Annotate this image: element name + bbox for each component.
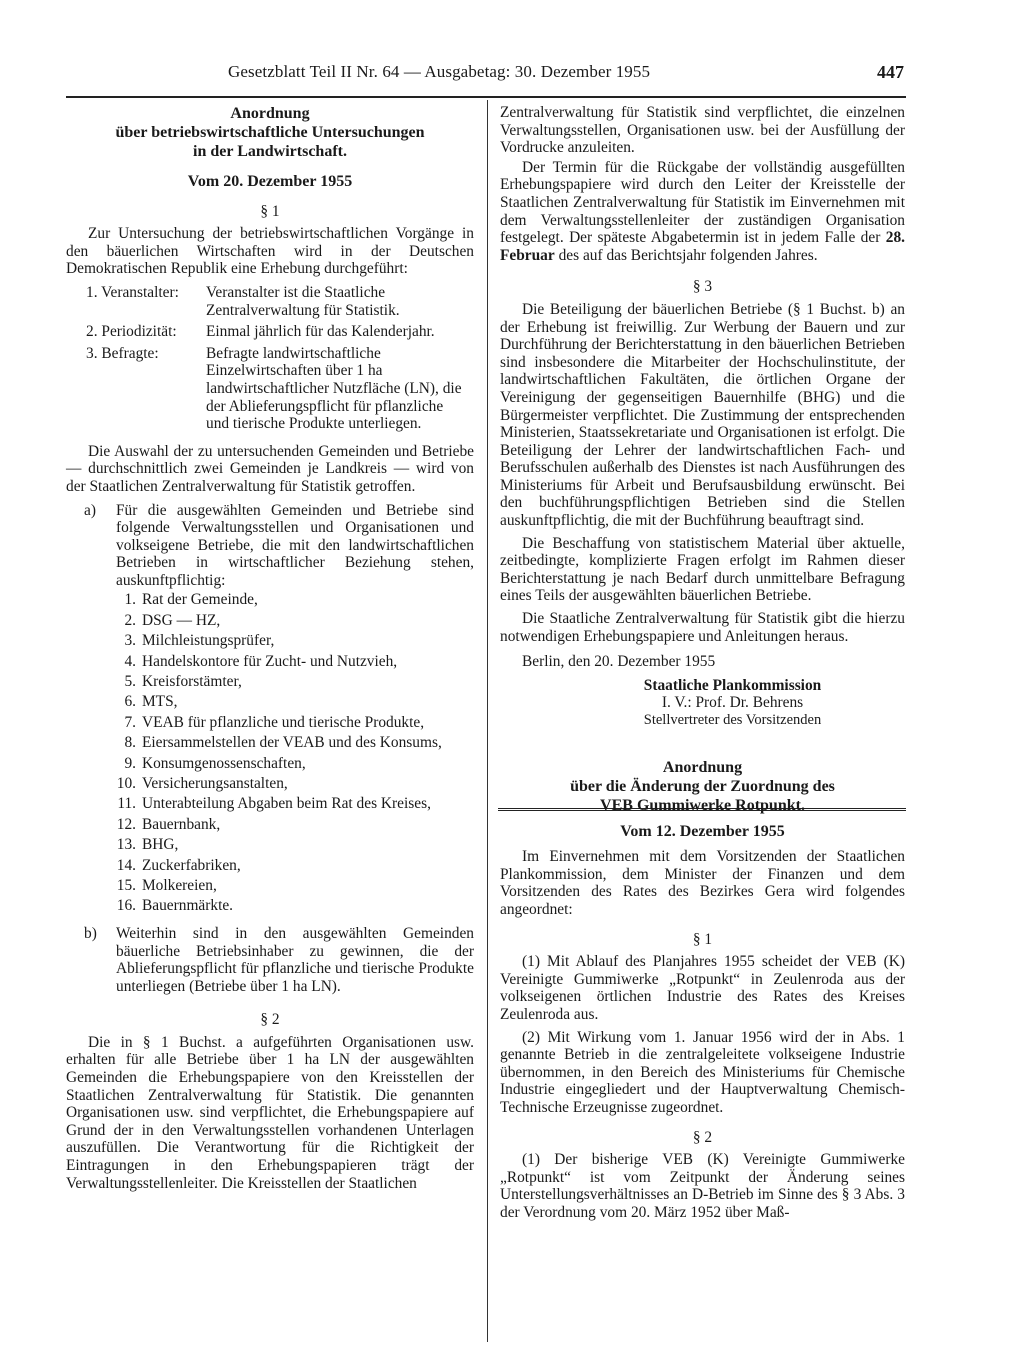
definition-term: 1. Veranstalter: <box>86 283 179 301</box>
title-line: Anordnung <box>230 105 310 122</box>
deadline-date: 28. Februar <box>500 229 905 264</box>
list-item: 2. DSG — HZ, <box>124 611 221 629</box>
ordinance-title <box>66 104 474 161</box>
signature-organization: Staatliche Plankommission <box>643 676 822 694</box>
section-heading: § 1 <box>692 930 713 948</box>
title-line: VEB Gummiwerke Rotpunkt. <box>600 796 805 814</box>
item-text: Weiterhin sind in den ausgewählten Gemeinden bäuerliche Betriebsinhaber zu gewinnen, die der Ablieferungspflicht für pflanzliche und tierische Produkte unterliegen (Betriebe über 1 ha LN). <box>116 924 474 995</box>
list-item: 10. Versicherungsanstalten, <box>116 774 288 792</box>
definition-term: 3. Befragte: <box>86 344 159 362</box>
definition-text: Befragte landwirtschaftliche Einzelwirtschaften über 1 ha landwirtschaftlicher Nutzfläche (LN), die der Ablieferungspflicht für pflanzliche und tierische Produkte unterliegen. <box>206 344 462 433</box>
paragraph: Die Auswahl der zu untersuchenden Gemeinden und Betriebe — durchschnittlich zwei Gemeinden je Landkreis — wird von der Staatlichen Zentralverwaltung für Statistik getroffen. <box>66 442 474 495</box>
signature-name: I. V.: Prof. Dr. Behrens <box>661 694 804 712</box>
section-heading: § 3 <box>692 278 713 296</box>
list-item: 15. Molkereien, <box>116 876 217 894</box>
list-item: 16. Bauernmärkte. <box>116 897 234 915</box>
ordinance-date: Vom 20. Dezember 1955 <box>187 173 353 190</box>
list-item: 14. Zuckerfabriken, <box>116 856 241 874</box>
paragraph: (1) Mit Ablauf des Planjahres 1955 scheidet der VEB (K) Vereinigte Gummiwerke „Rotpunkt“ in Zeulenroda aus der volkseigenen örtlichen Industrie des Rates des Kreises Zeulenroda aus. <box>500 953 905 1023</box>
item-b <box>66 925 474 995</box>
paragraph: (2) Mit Wirkung vom 1. Januar 1956 wird der in Abs. 1 genannte Betrieb in die zentralgeleitete volkseigene Industrie übernommen, in den Bereich des Ministeriums für Chemische Industrie eingegliedert und der Hauptverwaltung Chemisch-Technische Erzeugnisse zugeordnet. <box>500 1028 905 1116</box>
section-heading: § 2 <box>692 1128 713 1146</box>
right-column <box>500 104 905 1221</box>
list-item: 5. Kreisforstämter, <box>124 673 242 691</box>
header-rule <box>66 96 906 98</box>
title-line: über betriebswirtschaftliche Untersuchungen <box>115 124 425 141</box>
definition-text: Veranstalter ist die Staatliche Zentralverwaltung für Statistik. <box>206 283 400 319</box>
list-item: 9. Konsumgenossenschaften, <box>124 754 306 772</box>
paragraph: Der Termin für die Rückgabe der vollständig ausgefüllten Erhebungspapiere wird durch den Leiter der Kreisstelle der Staatlichen Zentralverwaltung für Statistik im Einvernehmen mit dem Verwaltungsstellenleiter der zuständigen Organisation festgelegt. Der späteste Abgabetermin ist in jedem Falle der 28. Februar des auf das Berichtsjahr folgenden Jahres. <box>500 158 905 264</box>
column-divider <box>487 100 488 1342</box>
item-label: b) <box>84 924 97 942</box>
paragraph: Die Staatliche Zentralverwaltung für Statistik gibt die hierzu notwendigen Erhebungspapiere und Anleitungen heraus. <box>500 610 905 645</box>
paragraph: Die Beteiligung der bäuerlichen Betriebe (§ 1 Buchst. b) an der Erhebung ist freiwillig. Zur Werbung der Bauern und zur Durchführung der Berichterstattung in den bäuerlichen Betrieben sind insbesondere die Mitarbeiter der Hochschulinstitute, der landwirtschaftlichen Fakultäten, die örtlichen Organe der Vereinigung der gegenseitigen Bauernhilfe (BHG) und die Bürgermeister verpflichtet. Die Zustimmung der entsprechenden Ministerien, Staatssekretariate und Organisationen ist erfolgt. Die Beteiligung der Lehrer der landwirtschaftlichen Fach- und Berufsschulen außerhalb des Dienstes ist nach Ausführungen des Ministeriums für Arbeit und Berufsausbildung erwünscht. Bei den buchführungspflichtigen Betrieben sind die Stellen auskunftpflichtig, die mit der Buchführung beauftragt sind. <box>500 300 905 530</box>
item-text: Für die ausgewählten Gemeinden und Betriebe sind folgende Verwaltungsstellen und Organisationen und volkseigene Betriebe, die mit den landwirtschaftlichen Betrieben in wirtschaftlicher Beziehung stehen, auskunftpflichtig: <box>116 501 474 589</box>
left-column <box>66 104 474 1192</box>
list-item: 11. Unterabteilung Abgaben beim Rat des Kreises, <box>117 795 431 813</box>
definition-text: Einmal jährlich für das Kalenderjahr. <box>206 323 435 341</box>
title-line: in der Landwirtschaft. <box>193 143 347 160</box>
section-heading: § 1 <box>260 202 280 220</box>
paragraph: Die in § 1 Buchst. a aufgeführten Organisationen usw. erhalten für alle Betriebe über 1 ha LN der ausgewählten Gemeinden die Erhebungspapiere von den Kreisstellen der Staatlichen Zentralverwaltung für Statistik. Die genannten Organisationen usw. sind verpflichtet, die Erhebungspapiere auf Grund der in den Verwaltungsstellen vorhandenen Unterlagen auszufüllen. Die Verantwortung für die Richtigkeit der Eintragungen in den Erhebungspapieren trägt der Verwaltungsstellenleiter. Die Kreisstellen der Staatlichen <box>66 1033 474 1192</box>
list-item: 4. Handelskontore für Zucht- und Nutzvieh, <box>124 652 398 670</box>
signature-role: Stellvertreter des Vorsitzenden <box>643 712 822 728</box>
list-item: 1. Rat der Gemeinde, <box>124 591 258 609</box>
paragraph: Die Beschaffung von statistischem Material über aktuelle, zeitbedingte, komplizierte Fragen erfolgt im Rahmen dieser Berichterstattung je nach Bedarf durch unmittelbare Befragung eines Teils der ausgewählten bäuerlichen Betriebe. <box>500 534 905 605</box>
ordinance-date: Vom 12. Dezember 1955 <box>620 822 785 840</box>
list-item: 7. VEAB für pflanzliche und tierische Produkte, <box>124 713 425 731</box>
list-item: 13. BHG, <box>116 836 179 854</box>
paragraph: (1) Der bisherige VEB (K) Vereinigte Gummiwerke „Rotpunkt“ ist vom Zeitpunkt der Änderung seines Unterstellungsverhältnisses an D-Betrieb im Sinne des § 3 Abs. 3 der Verordnung vom 20. März 1952 über Maß- <box>500 1151 905 1221</box>
page-number: 447 <box>877 62 904 82</box>
list-item: 8. Eiersammelstellen der VEAB und des Konsums, <box>124 734 442 752</box>
page-header <box>228 62 904 92</box>
place-date: Berlin, den 20. Dezember 1955 <box>522 653 716 671</box>
ordinance-title <box>500 758 905 815</box>
title-line: über die Änderung der Zuordnung des <box>570 777 835 795</box>
title-line: Anordnung <box>662 758 743 776</box>
paragraph: Zur Untersuchung der betriebswirtschaftlichen Vorgänge in den bäuerlichen Wirtschaften wird in der Deutschen Demokratischen Republik eine Erhebung durchgeführt: <box>66 225 474 278</box>
paragraph: Zentralverwaltung für Statistik sind verpflichtet, die einzelnen Verwaltungsstellen, Organisationen usw. bei der Ausfüllung der Vordrucke anzuleiten. <box>500 104 905 157</box>
running-title: Gesetzblatt Teil II Nr. 64 — Ausgabetag: 30. Dezember 1955 <box>228 62 651 81</box>
definition-list <box>66 284 474 433</box>
item-a <box>66 502 474 590</box>
numbered-list <box>66 591 474 914</box>
paragraph: Im Einvernehmen mit dem Vorsitzenden der Staatlichen Plankommission, dem Minister der Finanzen und dem Vorsitzenden des Rates des Bezirkes Gera wird folgendes angeordnet: <box>500 848 905 918</box>
definition-term: 2. Periodizität: <box>86 323 177 341</box>
list-item: 6. MTS, <box>124 693 178 711</box>
list-item: 12. Bauernbank, <box>116 815 221 833</box>
list-item: 3. Milchleistungsprüfer, <box>124 632 275 650</box>
item-label: a) <box>84 501 96 519</box>
section-heading: § 2 <box>260 1011 280 1029</box>
